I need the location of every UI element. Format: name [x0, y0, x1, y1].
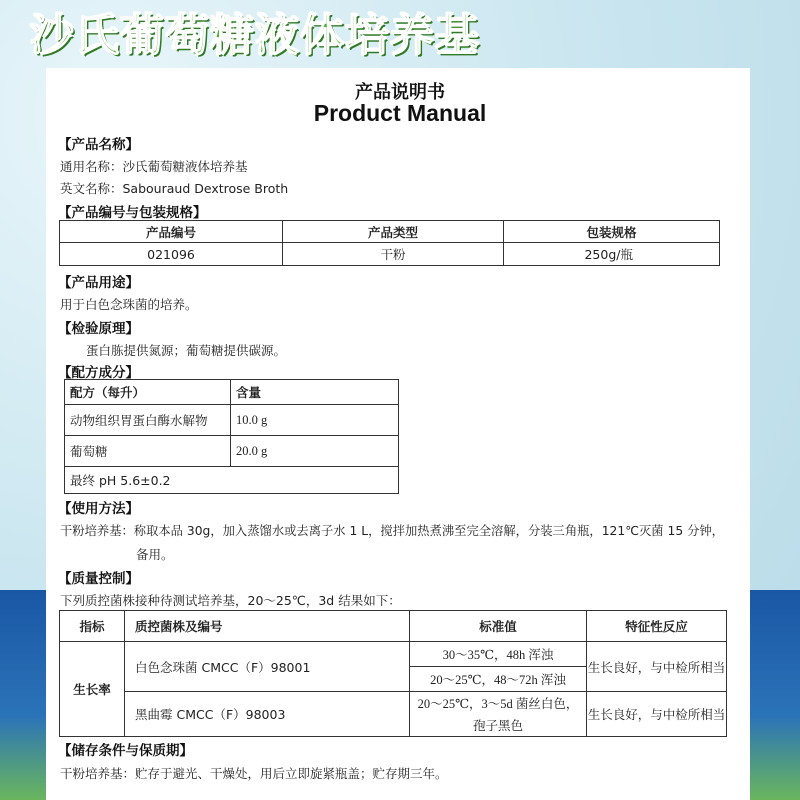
table-row: [65, 436, 399, 467]
qc-strain-1-standard-1: 30～35℃，48h 浑浊: [410, 642, 587, 667]
packaging-col-spec: 包装规格: [504, 221, 720, 243]
packaging-col-code: 产品编号: [60, 221, 283, 243]
qc-strain-2-standard-1: 20～25℃，3～5d 菌丝白色，: [410, 692, 587, 715]
formula-col-amount: 含量: [231, 380, 399, 405]
common-name: 通用名称：沙氏葡萄糖液体培养基: [60, 159, 248, 174]
english-name: 英文名称：Sabouraud Dextrose Broth: [60, 181, 289, 196]
formula-table: [64, 379, 399, 494]
packaging-col-type: 产品类型: [283, 221, 504, 243]
packaging-code: 021096: [60, 243, 283, 266]
packaging-spec: 250g/瓶: [504, 243, 720, 266]
qc-strain-2-standard-2: 孢子黑色: [410, 714, 587, 737]
section-method: 【使用方法】: [58, 501, 139, 517]
table-row: [65, 405, 399, 436]
formula-ingredient: 动物组织胃蛋白酶水解物: [65, 405, 231, 436]
section-storage: 【储存条件与保质期】: [58, 743, 193, 759]
qc-col-reaction: 特征性反应: [587, 611, 727, 642]
qc-col-standard: 标准值: [410, 611, 587, 642]
table-row: [60, 243, 720, 266]
qc-strain-1-standard-2: 20～25℃，48～72h 浑浊: [410, 667, 587, 692]
qc-col-strain: 质控菌株及编号: [125, 611, 410, 642]
section-usage: 【产品用途】: [58, 275, 139, 291]
manual-title-en: Product Manual: [313, 100, 487, 126]
qc-strain-2: 黑曲霉 CMCC（F）98003: [125, 692, 410, 737]
qc-strain-1: 白色念珠菌 CMCC（F）98001: [125, 642, 410, 692]
qc-intro: 下列质控菌株接种待测试培养基，20～25℃，3d 结果如下：: [60, 593, 401, 608]
method-line-2: 备用。: [136, 547, 174, 562]
qc-strain-2-reaction: 生长良好，与中检所相当: [587, 692, 727, 737]
formula-col-ingredient: 配方（每升）: [65, 380, 231, 405]
formula-ingredient: 葡萄糖: [65, 436, 231, 467]
qc-col-indicator: 指标: [60, 611, 125, 642]
qc-table: [59, 610, 727, 737]
qc-indicator: 生长率: [60, 642, 125, 737]
usage-text: 用于白色念珠菌的培养。: [60, 297, 198, 312]
packaging-type: 干粉: [283, 243, 504, 266]
page-title: 沙氏葡萄糖液体培养基: [30, 10, 480, 61]
storage-text: 干粉培养基：贮存于避光、干燥处，用后立即旋紧瓶盖；贮存期三年。: [60, 766, 448, 781]
section-formula: 【配方成分】: [58, 365, 139, 381]
packaging-table: [59, 220, 720, 266]
qc-strain-1-reaction: 生长良好，与中检所相当: [587, 642, 727, 692]
section-packaging: 【产品编号与包装规格】: [58, 205, 207, 221]
formula-amount: 20.0 g: [231, 436, 399, 467]
table-row: [60, 692, 727, 715]
formula-amount: 10.0 g: [231, 405, 399, 436]
principle-text: 蛋白胨提供氮源；葡萄糖提供碳源。: [86, 343, 287, 358]
manual-title-cn: 产品说明书: [355, 82, 445, 103]
formula-ph: 最终 pH 5.6±0.2: [65, 467, 399, 494]
table-row: [60, 642, 727, 667]
method-line-1: 干粉培养基：称取本品 30g，加入蒸馏水或去离子水 1 L，搅拌加热煮沸至完全溶解，分装三角瓶，121℃灭菌 15 分钟，: [60, 524, 724, 538]
section-quality-control: 【质量控制】: [58, 571, 139, 587]
section-principle: 【检验原理】: [58, 321, 139, 337]
section-product-name: 【产品名称】: [58, 137, 139, 153]
